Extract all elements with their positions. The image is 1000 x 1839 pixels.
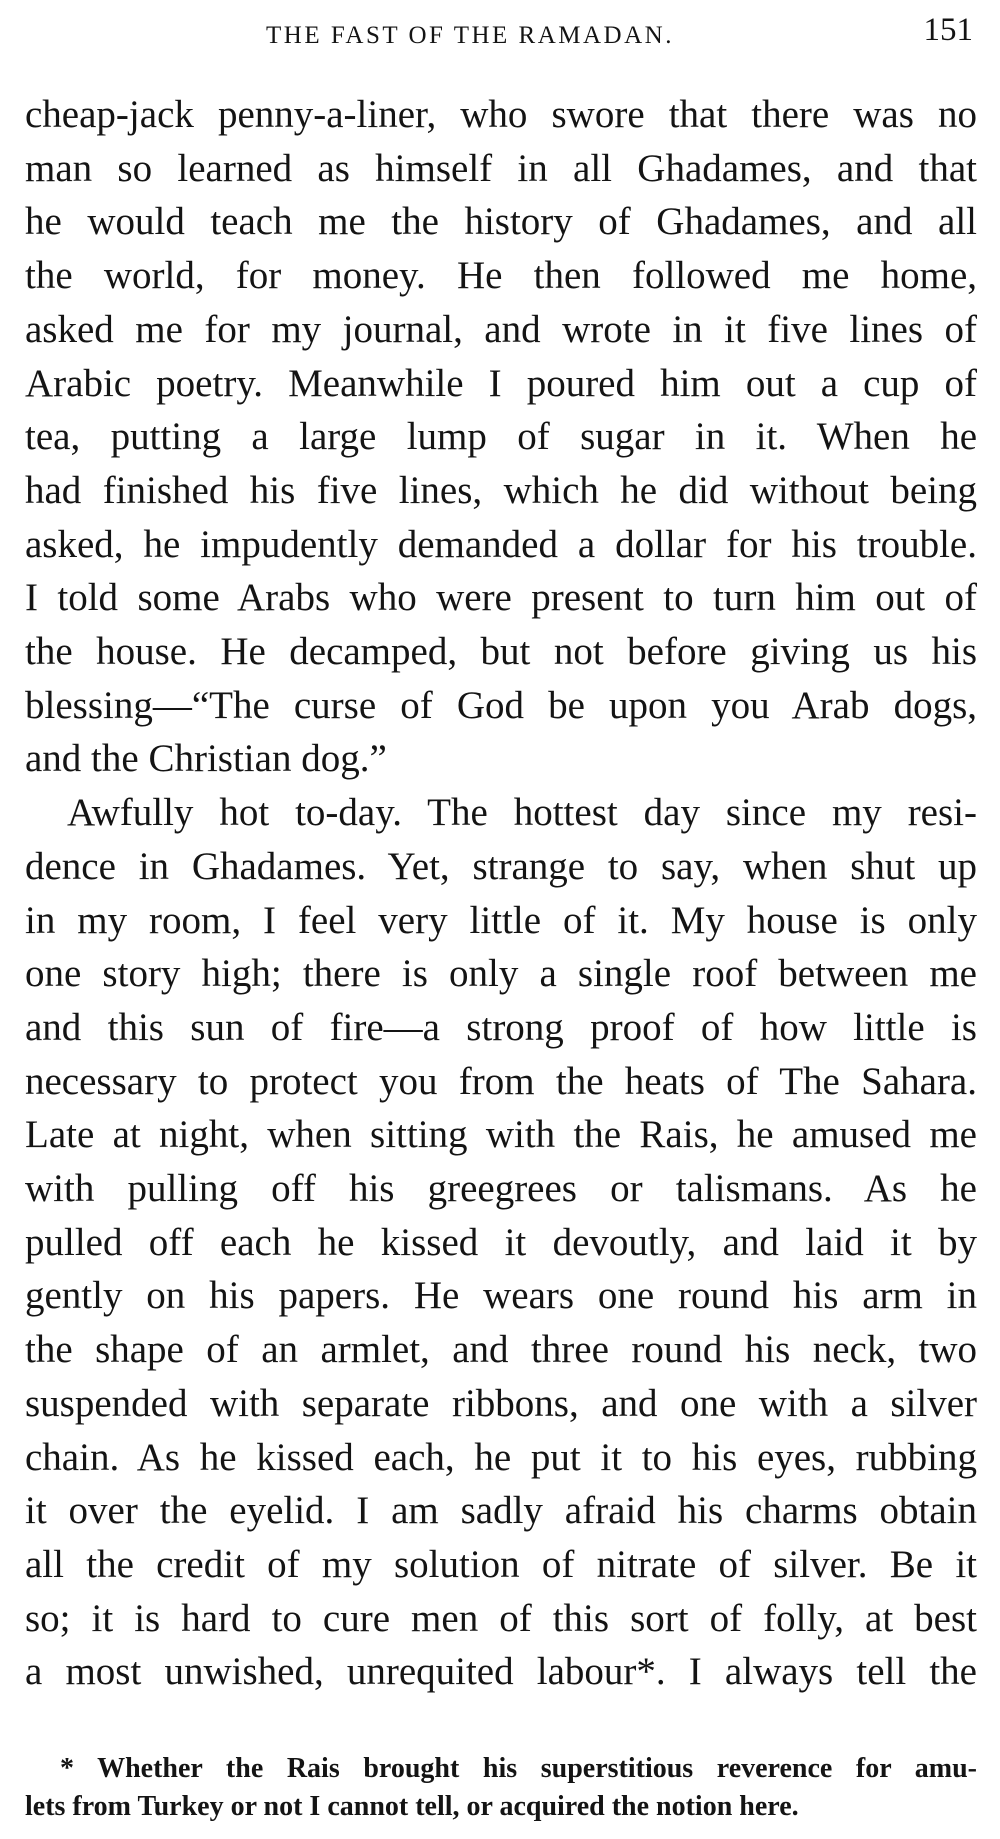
text-line: in my room, I feel very little of it. My house is only bbox=[25, 898, 977, 942]
text-line: it over the eyelid. I am sadly afraid his charms obtain bbox=[25, 1489, 977, 1533]
text-line: man so learned as himself in all Ghadames, and that bbox=[25, 146, 977, 190]
text-line: he would teach me the history of Ghadames, and all bbox=[25, 200, 977, 244]
text-line: gently on his papers. He wears one round his arm in bbox=[25, 1274, 977, 1318]
text-line: chain. As he kissed each, he put it to his eyes, rubbing bbox=[25, 1435, 977, 1479]
text-line: tea, putting a large lump of sugar in it. When he bbox=[25, 415, 977, 459]
text-line: one story high; there is only a single roof between me bbox=[25, 952, 977, 996]
text-line: Late at night, when sitting with the Rais, he amused me bbox=[25, 1113, 977, 1157]
text-line: all the credit of my solution of nitrate of silver. Be it bbox=[25, 1542, 977, 1586]
running-head bbox=[25, 8, 975, 58]
page-number: 151 bbox=[923, 12, 973, 48]
text-line: so; it is hard to cure men of this sort of folly, at best bbox=[25, 1596, 977, 1640]
text-line: a most unwished, unrequited labour*. I always tell the bbox=[25, 1650, 977, 1694]
text-line: the world, for money. He then followed me home, bbox=[25, 254, 977, 298]
text-line: suspended with separate ribbons, and one with a silver bbox=[25, 1381, 977, 1425]
text-line: I told some Arabs who were present to turn him out of bbox=[25, 576, 977, 620]
text-line: the house. He decamped, but not before giving us his bbox=[25, 630, 977, 674]
footnote bbox=[25, 1750, 977, 1826]
text-line: Awfully hot to-day. The hottest day since my resi- bbox=[67, 791, 977, 835]
text-line: and the Christian dog.” bbox=[25, 737, 387, 781]
footnote-line: * Whether the Rais brought his superstitious reverence for amu- bbox=[60, 1753, 977, 1784]
running-title: THE FAST OF THE RAMADAN. bbox=[266, 22, 674, 49]
text-line: with pulling off his greegrees or talismans. As he bbox=[25, 1167, 977, 1211]
text-line: had finished his five lines, which he did without being bbox=[25, 468, 977, 512]
text-line: cheap-jack penny-a-liner, who swore that there was no bbox=[25, 93, 977, 136]
text-line: pulled off each he kissed it devoutly, and laid it by bbox=[25, 1220, 977, 1264]
paragraph-1 bbox=[25, 88, 977, 786]
paragraph-2 bbox=[25, 786, 977, 1699]
footnote-line: lets from Turkey or not I cannot tell, or acquired the notion here. bbox=[25, 1791, 799, 1822]
text-line: asked me for my journal, and wrote in it five lines of bbox=[25, 307, 977, 351]
body-text bbox=[25, 88, 977, 1699]
text-line: asked, he impudently demanded a dollar for his trouble. bbox=[25, 522, 977, 566]
text-line: blessing—“The curse of God be upon you Arab dogs, bbox=[25, 683, 977, 727]
text-line: the shape of an armlet, and three round his neck, two bbox=[25, 1328, 977, 1372]
text-line: necessary to protect you from the heats of The Sahara. bbox=[25, 1059, 977, 1103]
text-line: Arabic poetry. Meanwhile I poured him out a cup of bbox=[25, 361, 977, 405]
text-line: dence in Ghadames. Yet, strange to say, when shut up bbox=[25, 844, 977, 888]
text-line: and this sun of fire—a strong proof of how little is bbox=[25, 1005, 977, 1049]
